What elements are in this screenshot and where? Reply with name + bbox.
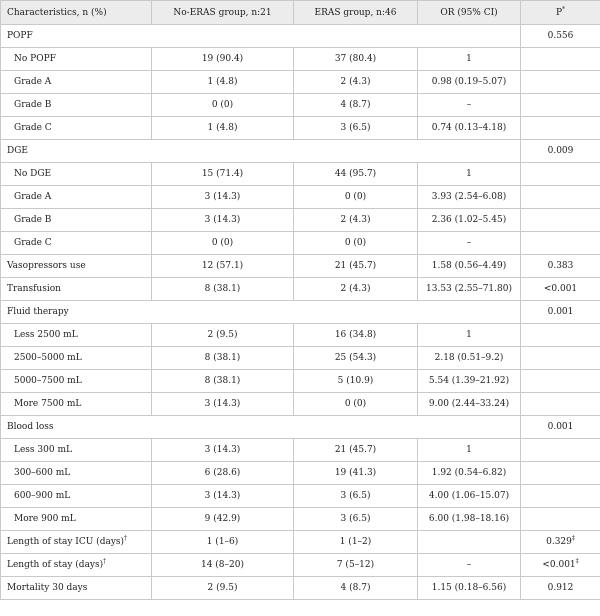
cell-no-eras: 12 (57.1) (152, 255, 294, 278)
cell-or: 1 (418, 48, 521, 71)
cell-eras: 25 (54.3) (294, 347, 418, 370)
cell-eras: 2 (4.3) (294, 71, 418, 94)
footnote-mark: ‡ (571, 535, 575, 542)
row-label: Grade A (1, 186, 152, 209)
cell-p (521, 554, 600, 577)
row-label (1, 531, 152, 554)
cell-p: 0.009 (521, 140, 600, 163)
cell-p (521, 324, 600, 347)
cell-p (521, 393, 600, 416)
table-row-dge (1, 140, 600, 163)
table-row (1, 393, 600, 416)
header-characteristics: Characteristics, n (%) (1, 1, 152, 25)
row-label-text: Length of stay (days) (7, 560, 104, 570)
table-row (1, 485, 600, 508)
table-row (1, 370, 600, 393)
row-label: 300–600 mL (1, 462, 152, 485)
cell-no-eras: 1 (4.8) (152, 71, 294, 94)
header-no-eras: No-ERAS group, n:21 (152, 1, 294, 25)
cell-p (521, 462, 600, 485)
row-label: Blood loss (1, 416, 521, 439)
cell-or: 0.98 (0.19–5.07) (418, 71, 521, 94)
cell-no-eras: 9 (42.9) (152, 508, 294, 531)
cell-eras: 5 (10.9) (294, 370, 418, 393)
cell-p (521, 485, 600, 508)
cell-eras: 1 (1–2) (294, 531, 418, 554)
cell-or: 1 (418, 163, 521, 186)
row-label: No POPF (1, 48, 152, 71)
footnote-mark: ‡ (575, 558, 579, 565)
cell-no-eras: 14 (8–20) (152, 554, 294, 577)
cell-or (418, 531, 521, 554)
table-row (1, 117, 600, 140)
header-p (521, 1, 600, 25)
header-row (1, 1, 600, 25)
table-row (1, 209, 600, 232)
cell-eras: 3 (6.5) (294, 485, 418, 508)
row-label: Grade A (1, 71, 152, 94)
table-row (1, 324, 600, 347)
row-label: Grade C (1, 117, 152, 140)
cell-or: 1.58 (0.56–4.49) (418, 255, 521, 278)
cell-p (521, 186, 600, 209)
cell-no-eras: 0 (0) (152, 232, 294, 255)
cell-p (521, 163, 600, 186)
cell-eras: 4 (8.7) (294, 94, 418, 117)
row-label: Less 300 mL (1, 439, 152, 462)
cell-no-eras: 8 (38.1) (152, 278, 294, 301)
cell-p: 0.383 (521, 255, 600, 278)
row-label: Less 2500 mL (1, 324, 152, 347)
cell-or: 5.54 (1.39–21.92) (418, 370, 521, 393)
cell-eras: 37 (80.4) (294, 48, 418, 71)
cell-or: – (418, 232, 521, 255)
header-eras: ERAS group, n:46 (294, 1, 418, 25)
cell-no-eras: 6 (28.6) (152, 462, 294, 485)
cell-eras: 7 (5–12) (294, 554, 418, 577)
cell-or: 13.53 (2.55–71.80) (418, 278, 521, 301)
cell-eras: 2 (4.3) (294, 209, 418, 232)
cell-or: 1.92 (0.54–6.82) (418, 462, 521, 485)
cell-eras: 2 (4.3) (294, 278, 418, 301)
cell-no-eras: 3 (14.3) (152, 439, 294, 462)
cell-eras: 0 (0) (294, 232, 418, 255)
cell-no-eras: 8 (38.1) (152, 347, 294, 370)
cell-no-eras: 1 (4.8) (152, 117, 294, 140)
table-row-los-icu (1, 531, 600, 554)
table-row (1, 347, 600, 370)
table-row (1, 163, 600, 186)
cell-p (521, 508, 600, 531)
table-row (1, 48, 600, 71)
cell-p (521, 94, 600, 117)
cell-or: 1 (418, 439, 521, 462)
table-row (1, 186, 600, 209)
cell-eras: 0 (0) (294, 393, 418, 416)
cell-no-eras: 1 (1–6) (152, 531, 294, 554)
cell-eras: 16 (34.8) (294, 324, 418, 347)
table-row-vasopressors (1, 255, 600, 278)
cell-or: 2.18 (0.51–9.2) (418, 347, 521, 370)
cell-or: 3.93 (2.54–6.08) (418, 186, 521, 209)
cell-eras: 21 (45.7) (294, 439, 418, 462)
cell-eras: 3 (6.5) (294, 508, 418, 531)
cell-eras: 44 (95.7) (294, 163, 418, 186)
row-label: Transfusion (1, 278, 152, 301)
cell-or: 4.00 (1.06–15.07) (418, 485, 521, 508)
row-label: 600–900 mL (1, 485, 152, 508)
table-row-mortality (1, 577, 600, 600)
cell-p: 0.001 (521, 301, 600, 324)
cell-no-eras: 3 (14.3) (152, 393, 294, 416)
row-label: Grade B (1, 94, 152, 117)
row-label (1, 554, 152, 577)
cell-p (521, 71, 600, 94)
row-label: Grade B (1, 209, 152, 232)
table-row-fluid-therapy (1, 301, 600, 324)
row-label: No DGE (1, 163, 152, 186)
table-row (1, 232, 600, 255)
cell-or: – (418, 554, 521, 577)
cell-or: 1.15 (0.18–6.56) (418, 577, 521, 600)
cell-no-eras: 19 (90.4) (152, 48, 294, 71)
cell-eras: 0 (0) (294, 186, 418, 209)
table-row (1, 94, 600, 117)
cell-eras: 21 (45.7) (294, 255, 418, 278)
table-row-blood-loss (1, 416, 600, 439)
cell-p (521, 48, 600, 71)
cell-eras: 3 (6.5) (294, 117, 418, 140)
row-label: Vasopressors use (1, 255, 152, 278)
cell-p (521, 347, 600, 370)
cell-p: 0.556 (521, 25, 600, 48)
cell-p (521, 531, 600, 554)
cell-no-eras: 2 (9.5) (152, 324, 294, 347)
table-row (1, 462, 600, 485)
table-row-transfusion (1, 278, 600, 301)
cell-no-eras: 8 (38.1) (152, 370, 294, 393)
cell-p-value: <0.001 (542, 560, 576, 570)
row-label: Fluid therapy (1, 301, 521, 324)
table-row (1, 71, 600, 94)
header-p-footnote-mark: * (562, 5, 566, 13)
header-p-label: P (555, 7, 563, 18)
cell-p (521, 439, 600, 462)
table-row-popf (1, 25, 600, 48)
cell-p (521, 117, 600, 140)
cell-p (521, 232, 600, 255)
cell-no-eras: 2 (9.5) (152, 577, 294, 600)
cell-or: 0.74 (0.13–4.18) (418, 117, 521, 140)
cell-or: 9.00 (2.44–33.24) (418, 393, 521, 416)
row-label: Mortality 30 days (1, 577, 152, 600)
row-label-text: Length of stay ICU (days) (7, 537, 125, 547)
cell-or: 6.00 (1.98–18.16) (418, 508, 521, 531)
row-label: 2500–5000 mL (1, 347, 152, 370)
cell-p: 0.001 (521, 416, 600, 439)
cell-no-eras: 15 (71.4) (152, 163, 294, 186)
cell-p-value: 0.329 (546, 537, 572, 547)
table-row (1, 508, 600, 531)
cell-eras: 4 (8.7) (294, 577, 418, 600)
cell-no-eras: 0 (0) (152, 94, 294, 117)
cell-or: 1 (418, 324, 521, 347)
row-label: More 900 mL (1, 508, 152, 531)
row-label: DGE (1, 140, 521, 163)
cell-or: – (418, 94, 521, 117)
cell-p (521, 209, 600, 232)
cell-no-eras: 3 (14.3) (152, 186, 294, 209)
cell-p: <0.001 (521, 278, 600, 301)
header-or: OR (95% CI) (418, 1, 521, 25)
cell-no-eras: 3 (14.3) (152, 485, 294, 508)
footnote-mark: † (103, 558, 107, 565)
footnote-mark: † (124, 535, 128, 542)
row-label: POPF (1, 25, 521, 48)
table-row-los (1, 554, 600, 577)
row-label: More 7500 mL (1, 393, 152, 416)
row-label: 5000–7500 mL (1, 370, 152, 393)
cell-or: 2.36 (1.02–5.45) (418, 209, 521, 232)
cell-p (521, 370, 600, 393)
table-row (1, 439, 600, 462)
row-label: Grade C (1, 232, 152, 255)
cell-eras: 19 (41.3) (294, 462, 418, 485)
cell-p: 0.912 (521, 577, 600, 600)
cell-no-eras: 3 (14.3) (152, 209, 294, 232)
